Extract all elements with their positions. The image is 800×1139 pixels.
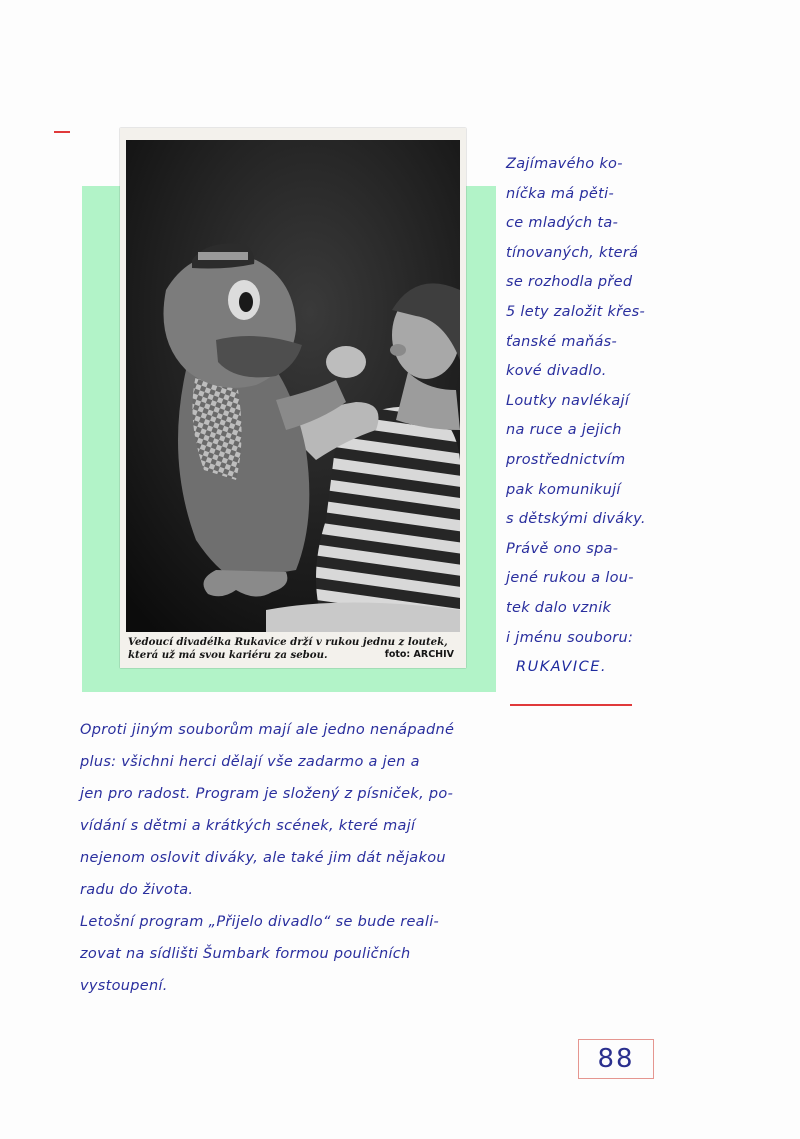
- handwritten-body: [80, 714, 560, 1002]
- side-line: se rozhodla před: [506, 274, 633, 291]
- page-number: 88: [597, 1044, 635, 1074]
- side-line: Zajímavého ko-: [506, 156, 623, 172]
- page-number-box: [578, 1039, 654, 1079]
- photo-credit: foto: ARCHIV: [384, 648, 454, 660]
- side-line: níčka má pěti-: [506, 185, 614, 202]
- clipping-photo: [126, 140, 460, 632]
- body-line: radu do života.: [80, 882, 194, 898]
- body-line: zovat na sídlišti Šumbark formou pouličních: [80, 946, 411, 962]
- side-line: Právě ono spa-: [506, 540, 619, 557]
- side-line: tek dalo vznik: [506, 599, 612, 616]
- side-line: tínovaných, která: [506, 244, 639, 261]
- body-line: plus: všichni herci dělají vše zadarmo a jen a: [80, 754, 420, 770]
- troupe-name: RUKAVICE.: [516, 659, 607, 676]
- body-line: Oproti jiným souborům mají ale jedno nenápadné: [80, 722, 455, 738]
- name-underline: [510, 704, 632, 706]
- clipping-caption: [128, 636, 458, 661]
- handwritten-side-column: [506, 150, 666, 683]
- side-line: na ruce a jejich: [506, 422, 622, 439]
- side-line: Loutky navlékají: [506, 392, 630, 409]
- puppet-photo-illustration: [126, 140, 460, 632]
- side-line: i jménu souboru:: [506, 629, 634, 646]
- body-line: vídání s dětmi a krátkých scének, které mají: [80, 818, 416, 834]
- side-line: kové divadlo.: [506, 363, 607, 380]
- side-line: pak komunikují: [506, 481, 621, 498]
- side-line: ce mladých ta-: [506, 215, 619, 232]
- side-line: 5 lety založit křes-: [506, 303, 646, 320]
- body-line: jen pro radost. Program je složený z písniček, po-: [80, 786, 454, 802]
- side-line: jené rukou a lou-: [506, 570, 634, 587]
- side-line: prostřednictvím: [506, 451, 626, 468]
- margin-mark: [54, 131, 70, 133]
- body-line: vystoupení.: [80, 978, 168, 994]
- side-line: ťanské maňás-: [506, 333, 618, 350]
- caption-text: Vedoucí divadélka Rukavice drží v rukou jednu z loutek, která už má svou kariéru za sebou.: [128, 636, 448, 661]
- side-line: s dětskými diváky.: [506, 511, 646, 528]
- body-line: Letošní program „Přijelo divadlo“ se bude reali-: [80, 914, 440, 930]
- newspaper-clipping: [120, 128, 466, 668]
- body-line: nejenom oslovit diváky, ale také jim dát nějakou: [80, 850, 446, 866]
